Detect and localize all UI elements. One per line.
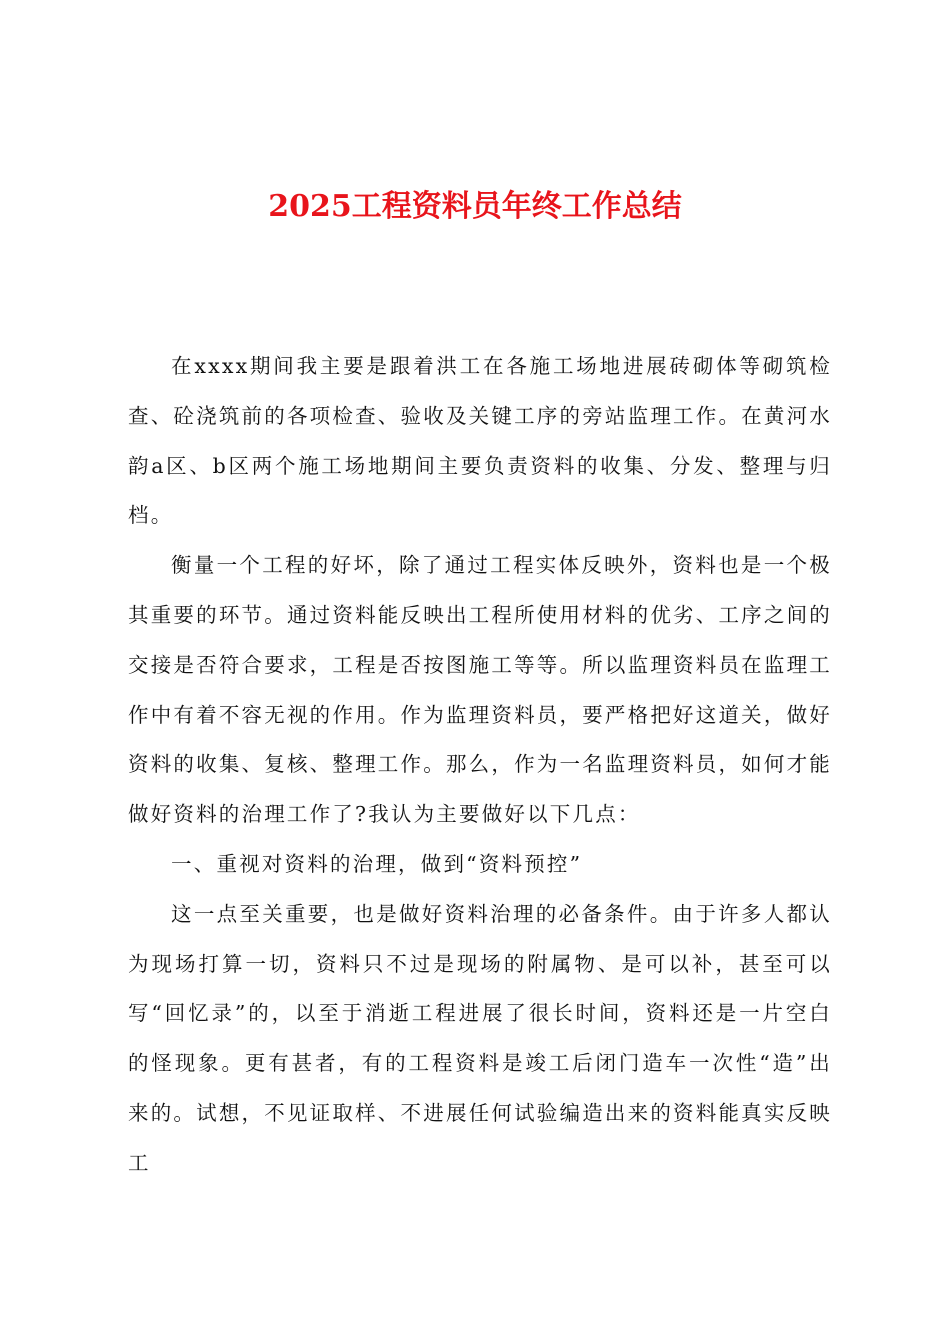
section-heading-1: 一、重视对资料的治理，做到“资料预控” <box>171 851 583 876</box>
paragraph-1: 在xxxx期间我主要是跟着洪工在各施工场地进展砖砌体等砌筑检查、砼浇筑前的各项检查、验收及关键工序的旁站监理工作。在黄河水韵a区、b区两个施工场地期间主要负责资料的收集、分发、整理与归档。 <box>128 354 832 528</box>
paragraph-3: 这一点至关重要，也是做好资料治理的必备条件。由于许多人都认为现场打算一切，资料只不过是现场的附属物、是可以补，甚至可以写“回忆录”的，以至于消逝工程进展了很长时间，资料还是一片空白的怪现象。更有甚者，有的工程资料是竣工后闭门造车一次性“造”出来的。试想，不见证取样、不进展任何试验编造出来的资料能真实反映工 <box>128 901 832 1175</box>
document-title: 2025工程资料员年终工作总结 <box>268 189 682 224</box>
paragraph-2: 衡量一个工程的好坏，除了通过工程实体反映外，资料也是一个极其重要的环节。通过资料能反映出工程所使用材料的优劣、工序之间的交接是否符合要求，工程是否按图施工等等。所以监理资料员在监理工作中有着不容无视的作用。作为监理资料员，要严格把好这道关，做好资料的收集、复核、整理工作。那么，作为一名监理资料员，如何才能做好资料的治理工作了?我认为主要做好以下几点： <box>128 553 832 827</box>
document-body <box>128 342 832 1189</box>
